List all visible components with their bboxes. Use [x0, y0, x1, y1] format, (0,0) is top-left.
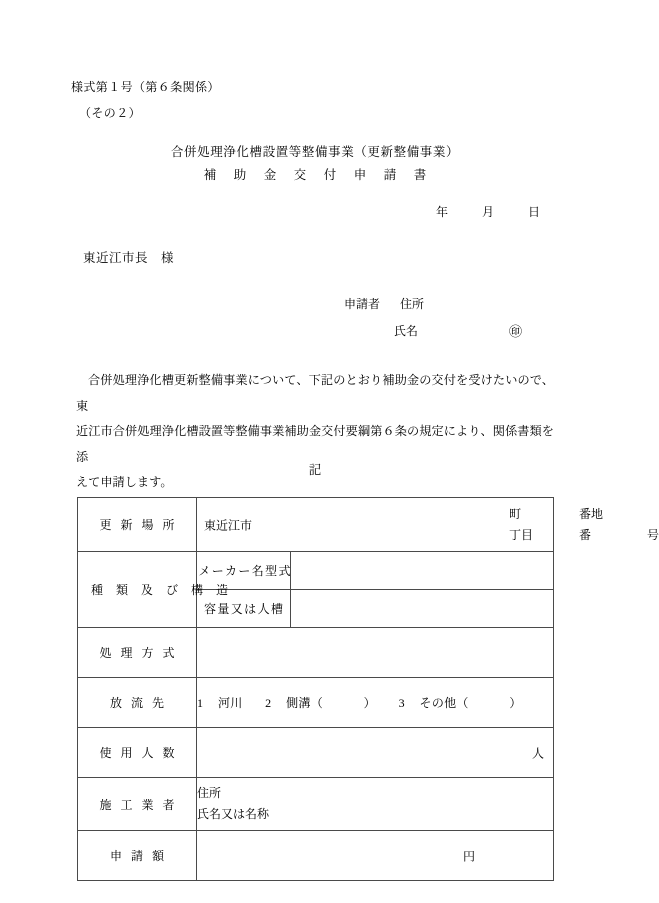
outlet-option-3-number: 3 [398, 696, 405, 710]
application-table [77, 497, 659, 881]
date-line: 年 月 日 [435, 205, 551, 219]
outlet-option-2-number: 2 [265, 696, 272, 710]
value-amount[interactable] [197, 831, 554, 881]
table-row-outlet [78, 678, 554, 728]
table-row-place [78, 498, 554, 552]
form-subnumber: （その２） [79, 106, 142, 120]
applicant-label: 申請者 [344, 297, 381, 311]
label-maker-model: メーカー名型式 [197, 552, 291, 590]
table-row-builder [78, 778, 554, 831]
place-ban-label: 番 [579, 528, 592, 542]
outlet-option-1-number: 1 [197, 696, 204, 710]
body-line-3: えて申請します。 [76, 475, 173, 489]
people-unit: 人 [531, 746, 544, 760]
place-grid-row-bottom [317, 526, 659, 545]
place-address-grid [317, 505, 659, 545]
form-number: 様式第１号（第６条関係） [71, 80, 220, 94]
value-capacity[interactable] [291, 590, 554, 628]
outlet-option-3-label[interactable]: その他（ [419, 696, 469, 710]
body-line-2: 近江市合併処理浄化槽設置等整備事業補助金交付要綱第６条の規定により、関係書類を添 [76, 424, 554, 464]
body-line-1: 合併処理浄化槽更新整備事業について、下記のとおり補助金の交付を受けたいので、東 [76, 373, 554, 413]
applicant-block [344, 291, 523, 345]
value-builder[interactable] [197, 778, 554, 831]
value-treatment-method[interactable] [197, 628, 554, 678]
label-treatment-method: 処理方式 [78, 628, 197, 678]
ki-mark: 記 [308, 463, 322, 477]
value-maker-model[interactable] [291, 552, 554, 590]
label-builder: 施工業者 [78, 778, 197, 831]
document-title-primary: 合併処理浄化槽設置等整備事業（更新整備事業） [170, 145, 460, 159]
builder-name-label: 氏名又は名称 [197, 807, 270, 821]
place-go-label: 号 [647, 528, 659, 542]
label-place: 更新場所 [78, 498, 197, 552]
value-place[interactable] [197, 498, 659, 552]
amount-unit: 円 [463, 849, 476, 863]
label-capacity: 容量又は人槽 [197, 590, 291, 628]
builder-address-label: 住所 [197, 786, 222, 800]
outlet-option-2-label[interactable]: 側溝（ [286, 696, 324, 710]
table-row-people [78, 728, 554, 778]
table-row-amount [78, 831, 554, 881]
place-city: 東近江市 [204, 518, 253, 532]
addressee: 東近江市長 様 [83, 251, 175, 265]
outlet-option-2-close: ） [363, 696, 376, 710]
label-amount: 申請額 [78, 831, 197, 881]
label-type-structure: 種類及び構造 [78, 552, 197, 628]
place-chome-label: 丁目 [509, 528, 534, 542]
applicant-name-label: 氏名 [394, 324, 419, 338]
label-people-count: 使用人数 [78, 728, 197, 778]
place-town-label: 町 [509, 507, 522, 521]
applicant-name-row [344, 318, 523, 345]
value-people-count[interactable] [197, 728, 554, 778]
table-row-maker [78, 552, 554, 590]
outlet-option-3-close: ） [509, 696, 522, 710]
applicant-address-row [344, 291, 424, 318]
seal-icon: ㊞ [509, 324, 523, 339]
label-outlet: 放流先 [78, 678, 197, 728]
value-outlet[interactable] [197, 678, 554, 728]
outlet-option-1-label[interactable]: 河川 [217, 696, 243, 710]
place-grid-row-top [317, 505, 604, 524]
document-title-secondary: 補助金交付申請書 [203, 168, 444, 182]
applicant-address-label: 住所 [400, 297, 425, 311]
place-banchi-label: 番地 [579, 507, 604, 521]
table-row-treatment [78, 628, 554, 678]
